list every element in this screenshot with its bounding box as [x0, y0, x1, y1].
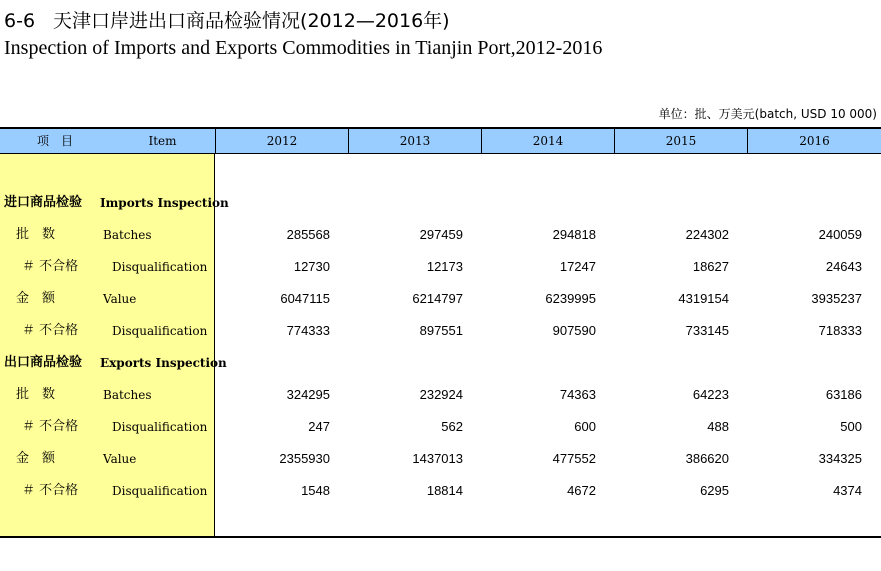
- row-label-cn: ＃ 不合格: [22, 419, 79, 434]
- header-item-en: Item: [148, 134, 177, 148]
- cell-2014: 294818: [552, 227, 596, 242]
- cell-2014: 477552: [552, 451, 596, 466]
- cell-2016: 240059: [818, 227, 862, 242]
- row-label-en: Batches: [103, 388, 152, 402]
- cell-2012: 247: [308, 419, 330, 434]
- cell-2012: 12730: [293, 259, 330, 274]
- cell-2013: 1437013: [412, 451, 463, 466]
- cell-2015: 224302: [685, 227, 729, 242]
- bottom-rule: [0, 536, 881, 538]
- cell-2015: 18627: [692, 259, 729, 274]
- table-row: [0, 475, 881, 507]
- cell-2015: 488: [707, 419, 729, 434]
- cell-2015: 733145: [685, 323, 729, 338]
- cell-2016: 500: [840, 419, 862, 434]
- row-label-en: Disqualification: [112, 420, 208, 434]
- cell-2012: 285568: [286, 227, 330, 242]
- cell-2012: 1548: [301, 483, 330, 498]
- cell-2014: 4672: [567, 483, 596, 498]
- cell-2012: 324295: [286, 387, 330, 402]
- cell-2012: 2355930: [279, 451, 330, 466]
- cell-2015: 6295: [700, 483, 729, 498]
- cell-2013: 6214797: [412, 291, 463, 306]
- row-label-cn: 金 额: [16, 451, 56, 466]
- cell-2016: 334325: [818, 451, 862, 466]
- cell-2015: 386620: [685, 451, 729, 466]
- row-label-en: Batches: [103, 228, 152, 242]
- header-year-2014: 2014: [481, 129, 614, 154]
- cell-2013: 232924: [419, 387, 463, 402]
- title-cn-text: 天津口岸进出口商品检验情况(2012—2016年): [53, 10, 450, 32]
- section-row: [0, 347, 881, 379]
- table-number: 6-6: [4, 10, 36, 32]
- table-row: [0, 219, 881, 251]
- header-year-2015: 2015: [614, 129, 747, 154]
- cell-2015: 64223: [692, 387, 729, 402]
- cell-2014: 907590: [552, 323, 596, 338]
- cell-2014: 74363: [559, 387, 596, 402]
- table-row: [0, 251, 881, 283]
- section-row: [0, 187, 881, 219]
- cell-2013: 297459: [419, 227, 463, 242]
- cell-2016: 24643: [825, 259, 862, 274]
- cell-2016: 4374: [833, 483, 862, 498]
- cell-2013: 18814: [426, 483, 463, 498]
- page-title-en: Inspection of Imports and Exports Commodities in Tianjin Port,2012-2016: [4, 37, 603, 59]
- row-label-cn: ＃ 不合格: [22, 259, 79, 274]
- cell-2013: 897551: [419, 323, 463, 338]
- page-title-cn: [4, 6, 450, 33]
- data-table: [0, 127, 881, 538]
- cell-2016: 3935237: [811, 291, 862, 306]
- table-header: [0, 127, 881, 154]
- row-label-en: Value: [103, 292, 137, 306]
- header-item-cn: 项 目: [36, 134, 73, 148]
- cell-2012: 774333: [286, 323, 330, 338]
- table-row: [0, 411, 881, 443]
- row-label-en: Exports Inspection: [100, 356, 227, 370]
- header-year-2016: 2016: [747, 129, 881, 154]
- row-label-cn: 批 数: [16, 227, 56, 242]
- cell-2016: 63186: [825, 387, 862, 402]
- cell-2013: 12173: [426, 259, 463, 274]
- table-row: [0, 443, 881, 475]
- row-label-cn: 出口商品检验: [4, 355, 83, 370]
- row-label-cn: ＃ 不合格: [22, 323, 79, 338]
- cell-2015: 4319154: [678, 291, 729, 306]
- table-row: [0, 315, 881, 347]
- cell-2014: 17247: [559, 259, 596, 274]
- header-year-2012: 2012: [215, 129, 348, 154]
- row-label-en: Imports Inspection: [100, 196, 229, 210]
- unit-label: 单位：批、万美元(batch, USD 10 000): [658, 107, 877, 121]
- row-label-cn: ＃ 不合格: [22, 483, 79, 498]
- row-label-en: Disqualification: [112, 484, 208, 498]
- row-label-cn: 批 数: [16, 387, 56, 402]
- table-row: [0, 283, 881, 315]
- row-label-cn: 金 额: [16, 291, 56, 306]
- cell-2014: 600: [574, 419, 596, 434]
- cell-2016: 718333: [818, 323, 862, 338]
- cell-2013: 562: [441, 419, 463, 434]
- header-year-2013: 2013: [348, 129, 481, 154]
- cell-2014: 6239995: [545, 291, 596, 306]
- cell-2012: 6047115: [280, 291, 330, 306]
- row-label-cn: 进口商品检验: [4, 195, 83, 210]
- row-label-en: Disqualification: [112, 260, 208, 274]
- table-row: [0, 379, 881, 411]
- row-label-en: Disqualification: [112, 324, 208, 338]
- row-label-en: Value: [103, 452, 137, 466]
